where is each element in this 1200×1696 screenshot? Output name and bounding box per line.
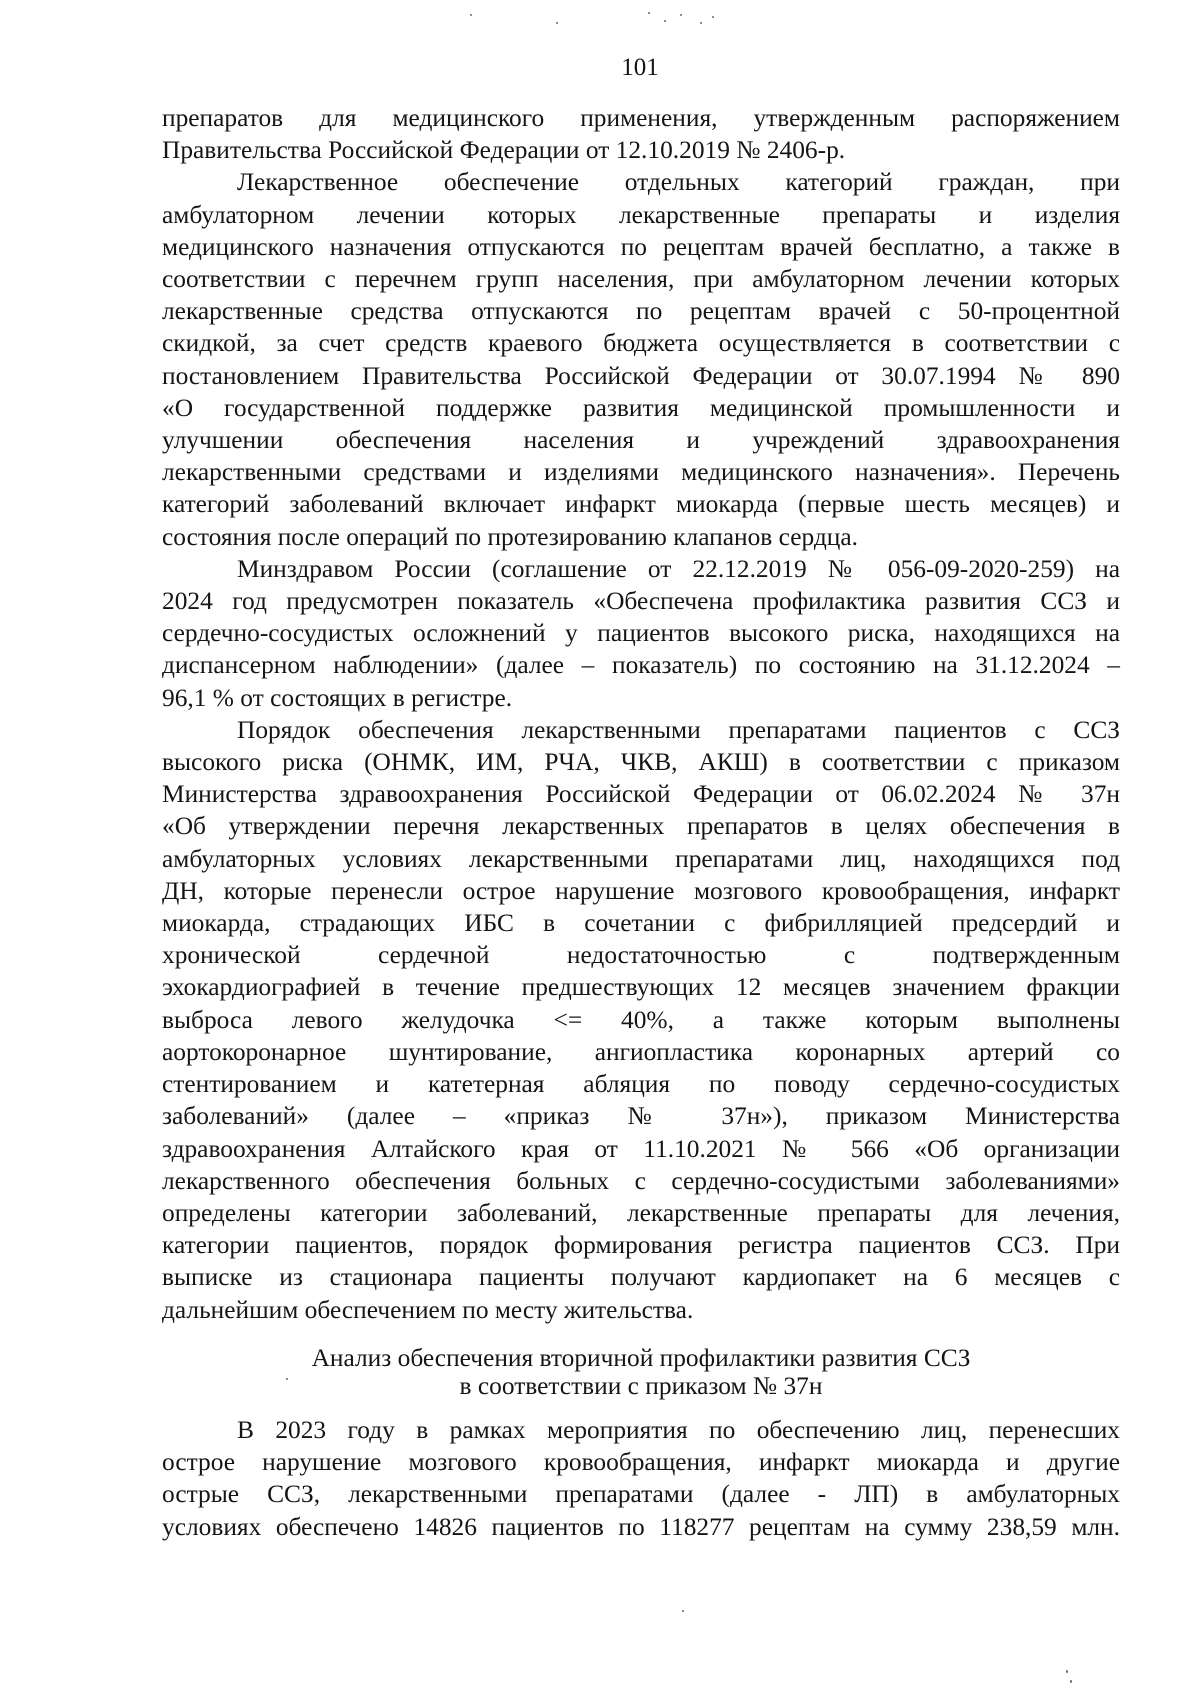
scan-speck	[700, 22, 702, 24]
scan-speck	[1066, 1670, 1068, 1673]
text-line: здравоохранения Алтайского края от 11.10.2021 № 566 «Об организации	[162, 1134, 1120, 1163]
scan-speck	[648, 12, 650, 14]
text-line: лекарственные средства отпускаются по рецептам врачей с 50-процентной	[162, 297, 1120, 326]
text-line: дальнейшим обеспечением по месту жительства.	[162, 1295, 694, 1324]
text-line: категорий заболеваний включает инфаркт миокарда (первые шесть месяцев) и	[162, 490, 1120, 519]
scan-speck	[712, 16, 714, 18]
paragraph	[162, 102, 1120, 166]
text-line: Правительства Российской Федерации от 12.10.2019 № 2406-р.	[162, 136, 846, 165]
text-line: аортокоронарное шунтирование, ангиопластика коронарных артерий со	[162, 1037, 1120, 1066]
paragraph	[162, 1414, 1120, 1543]
text-line: выброса левого желудочка <= 40%, а также которым выполнены	[162, 1005, 1120, 1034]
text-line: определены категории заболеваний, лекарственные препараты для лечения,	[162, 1198, 1120, 1227]
text-line: Минздравом России (соглашение от 22.12.2019 № 056-09-2020-259) на	[237, 554, 1120, 583]
text-line: «О государственной поддержке развития медицинской промышленности и	[162, 393, 1120, 422]
text-line: состояния после операций по протезированию клапанов сердца.	[162, 522, 858, 551]
text-line: сердечно-сосудистых осложнений у пациентов высокого риска, находящихся на	[162, 619, 1120, 648]
text-line: ДН, которые перенесли острое нарушение мозгового кровообращения, инфаркт	[162, 876, 1120, 905]
text-line: медицинского назначения отпускаются по рецептам врачей бесплатно, а также в	[162, 232, 1120, 261]
scan-speck	[664, 20, 666, 22]
text-line: диспансерном наблюдении» (далее – показатель) по состоянию на 31.12.2024 –	[162, 651, 1120, 680]
text-line: категории пациентов, порядок формирования регистра пациентов ССЗ. При	[162, 1231, 1120, 1260]
closing-paragraph	[162, 1414, 1120, 1543]
paragraph	[162, 166, 1120, 552]
scan-speck	[682, 1610, 684, 1612]
text-line: Порядок обеспечения лекарственными препаратами пациентов с ССЗ	[237, 715, 1120, 744]
text-line: соответствии с перечнем групп населения, при амбулаторном лечении которых	[162, 265, 1120, 294]
scan-speck	[470, 14, 472, 16]
text-line: скидкой, за счет средств краевого бюджета осуществляется в соответствии с	[162, 329, 1120, 358]
text-line: выписке из стационара пациенты получают кардиопакет на 6 месяцев с	[162, 1263, 1120, 1292]
text-line: «Об утверждении перечня лекарственных препаратов в целях обеспечения в	[162, 812, 1120, 841]
text-line: Лекарственное обеспечение отдельных категорий граждан, при	[237, 168, 1120, 197]
text-line: хронической сердечной недостаточностью с подтвержденным	[162, 941, 1120, 970]
text-line: 96,1 % от состоящих в регистре.	[162, 683, 513, 712]
text-line: Министерства здравоохранения Российской Федерации от 06.02.2024 № 37н	[162, 780, 1120, 809]
text-line: высокого риска (ОНМК, ИМ, РЧА, ЧКВ, АКШ) в соответствии с приказом	[162, 748, 1120, 777]
body-text	[162, 102, 1120, 1326]
text-line: условиях обеспечено 14826 пациентов по 118277 рецептам на сумму 238,59 млн.	[162, 1512, 1120, 1541]
text-line: эхокардиографией в течение предшествующих 12 месяцев значением фракции	[162, 973, 1120, 1002]
paragraph	[162, 553, 1120, 714]
scan-speck	[680, 14, 682, 16]
section-heading	[162, 1344, 1120, 1400]
text-line: миокарда, страдающих ИБС в сочетании с фибрилляцией предсердий и	[162, 909, 1120, 938]
section-heading-line: Анализ обеспечения вторичной профилактики развития ССЗ	[311, 1344, 971, 1372]
section-heading-line: в соответствии с приказом № 37н	[459, 1372, 823, 1400]
text-line: препаратов для медицинского применения, утвержденным распоряжением	[162, 104, 1120, 132]
page-number: 101	[621, 54, 659, 81]
text-line: амбулаторных условиях лекарственными препаратами лиц, находящихся под	[162, 844, 1120, 873]
text-line: стентированием и катетерная абляция по поводу сердечно-сосудистых	[162, 1070, 1120, 1099]
text-line: амбулаторном лечении которых лекарственные препараты и изделия	[162, 200, 1120, 229]
text-line: 2024 год предусмотрен показатель «Обеспечена профилактика развития ССЗ и	[162, 587, 1120, 616]
text-line: заболеваний» (далее – «приказ № 37н»), приказом Министерства	[162, 1102, 1120, 1131]
text-line: постановлением Правительства Российской Федерации от 30.07.1994 № 890	[162, 361, 1120, 390]
text-line: улучшении обеспечения населения и учреждений здравоохранения	[162, 426, 1120, 455]
text-line: лекарственными средствами и изделиями медицинского назначения». Перечень	[162, 458, 1120, 487]
text-line: острые ССЗ, лекарственными препаратами (далее - ЛП) в амбулаторных	[162, 1480, 1120, 1509]
text-line: лекарственного обеспечения больных с сердечно-сосудистыми заболеваниями»	[162, 1166, 1120, 1195]
text-line: В 2023 году в рамках мероприятия по обеспечению лиц, перенесших	[237, 1416, 1120, 1444]
text-line: острое нарушение мозгового кровообращения, инфаркт миокарда и другие	[162, 1448, 1120, 1477]
scan-speck	[1070, 1680, 1072, 1683]
scan-speck	[556, 22, 558, 24]
paragraph	[162, 714, 1120, 1326]
